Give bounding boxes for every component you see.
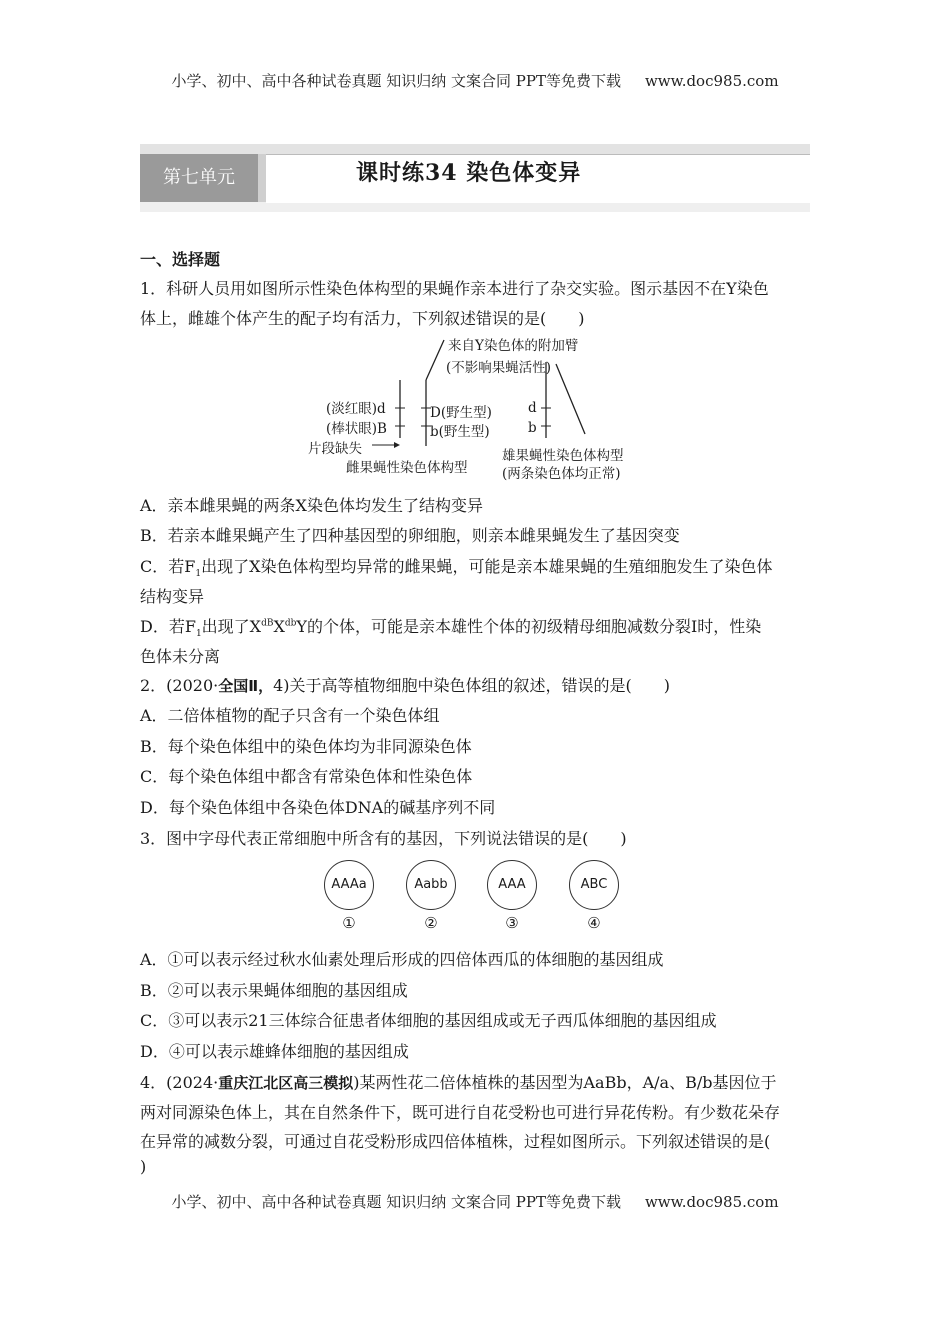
label-b-wild: b(野生型) [430, 424, 490, 440]
label-B-bar: (棒状眼)B [326, 421, 387, 437]
label-deletion: 片段缺失 [308, 441, 362, 457]
cell-2-label: ② [424, 914, 438, 932]
cell-3-label: ③ [505, 914, 519, 932]
cell-1-circle: AAAa [324, 860, 374, 910]
q3-option-d: D．④可以表示雄蜂体细胞的基因组成 [140, 1042, 409, 1061]
cell-1-label: ① [342, 914, 356, 932]
male-caption-1: 雄果蝇性染色体构型 [502, 448, 624, 464]
cell-2-circle: Aabb [406, 860, 456, 910]
male-label-d: d [528, 400, 537, 416]
lesson-title: 课时练34 染色体变异 [356, 160, 582, 186]
male-caption-2: (两条染色体均正常) [502, 466, 621, 482]
cell-4-label: ④ [587, 914, 601, 932]
y-arm-label-2: (不影响果蝇活性) [446, 360, 552, 376]
q2-stem: 2．(2020·全国Ⅱ，4)关于高等植物细胞中染色体组的叙述，错误的是( ) [140, 676, 671, 695]
q1-stem-1: 1．科研人员用如图所示性染色体构型的果蝇作亲本进行了杂交实验。图示基因不在Y染色 [140, 279, 769, 298]
footer-text: 小学、初中、高中各种试卷真题 知识归纳 文案合同 PPT等免费下载 [171, 1193, 621, 1211]
cell-3-circle: AAA [487, 860, 537, 910]
q3-cell-figure [318, 860, 628, 936]
q3-option-a: A．①可以表示经过秋水仙素处理后形成的四倍体西瓜的体细胞的基因组成 [140, 950, 664, 969]
header-site[interactable]: www.doc985.com [644, 72, 779, 90]
q4-stem-2: 两对同源染色体上，其在自然条件下，既可进行自花受粉也可进行异花传粉。有少数花朵存 [140, 1103, 781, 1122]
y-arm-label-1: 来自Y染色体的附加臂 [448, 338, 579, 354]
q1-option-c-cont: 结构变异 [140, 587, 205, 606]
q2-option-c: C．每个染色体组中都含有常染色体和性染色体 [140, 767, 473, 786]
page-header [0, 70, 950, 91]
q2-option-d: D．每个染色体组中各染色体DNA的碱基序列不同 [140, 798, 496, 817]
q2-option-b: B．每个染色体组中的染色体均为非同源染色体 [140, 737, 472, 756]
label-D-wild: D(野生型) [430, 405, 492, 421]
female-caption: 雌果蝇性染色体构型 [346, 460, 468, 476]
q3-option-b: B．②可以表示果蝇体细胞的基因组成 [140, 981, 408, 1000]
page-footer [0, 1191, 950, 1212]
q2-option-a: A．二倍体植物的配子只含有一个染色体组 [140, 706, 440, 725]
lesson-banner [140, 144, 810, 236]
q1-option-a: A．亲本雌果蝇的两条X染色体均发生了结构变异 [140, 496, 483, 515]
male-label-b: b [528, 420, 537, 436]
q4-stem-4: ) [140, 1157, 147, 1176]
q3-option-c: C．③可以表示21三体综合征患者体细胞的基因组成或无子西瓜体细胞的基因组成 [140, 1011, 717, 1030]
q4-stem-3: 在异常的减数分裂，可通过自花受粉形成四倍体植株，过程如图所示。下列叙述错误的是( [140, 1132, 771, 1151]
q1-option-d: D．若$F_1$出现了$X^{dB}X^{db}Y$的个体，可能是亲本雄性个体的初级精母细胞减数分裂Ⅰ时，性染 [140, 617, 762, 640]
unit-label: 第七单元 [140, 154, 258, 202]
q1-option-b: B．若亲本雌果蝇产生了四种基因型的卵细胞，则亲本雌果蝇发生了基因突变 [140, 526, 680, 545]
footer-site[interactable]: www.doc985.com [644, 1193, 779, 1211]
label-d-pale-red: (淡红眼)d [326, 401, 386, 417]
q3-stem: 3．图中字母代表正常细胞中所含有的基因，下列说法错误的是( ) [140, 829, 627, 848]
section-heading: 一、选择题 [140, 250, 221, 269]
q1-option-d-cont: 色体未分离 [140, 647, 221, 666]
q4-stem-1: 4．(2024·重庆江北区高三模拟)某两性花二倍体植株的基因型为AaBb，A/a、B/b基因位于 [140, 1073, 777, 1092]
cell-4-circle: ABC [569, 860, 619, 910]
header-text: 小学、初中、高中各种试卷真题 知识归纳 文案合同 PPT等免费下载 [171, 72, 621, 90]
q1-option-c: C．若$F_1$出现了X染色体构型均异常的雌果蝇，可能是亲本雄果蝇的生殖细胞发生了染色体 [140, 557, 773, 580]
q1-chromosome-figure [300, 334, 650, 484]
q1-stem-2: 体上，雌雄个体产生的配子均有活力，下列叙述错误的是( ) [140, 309, 585, 328]
